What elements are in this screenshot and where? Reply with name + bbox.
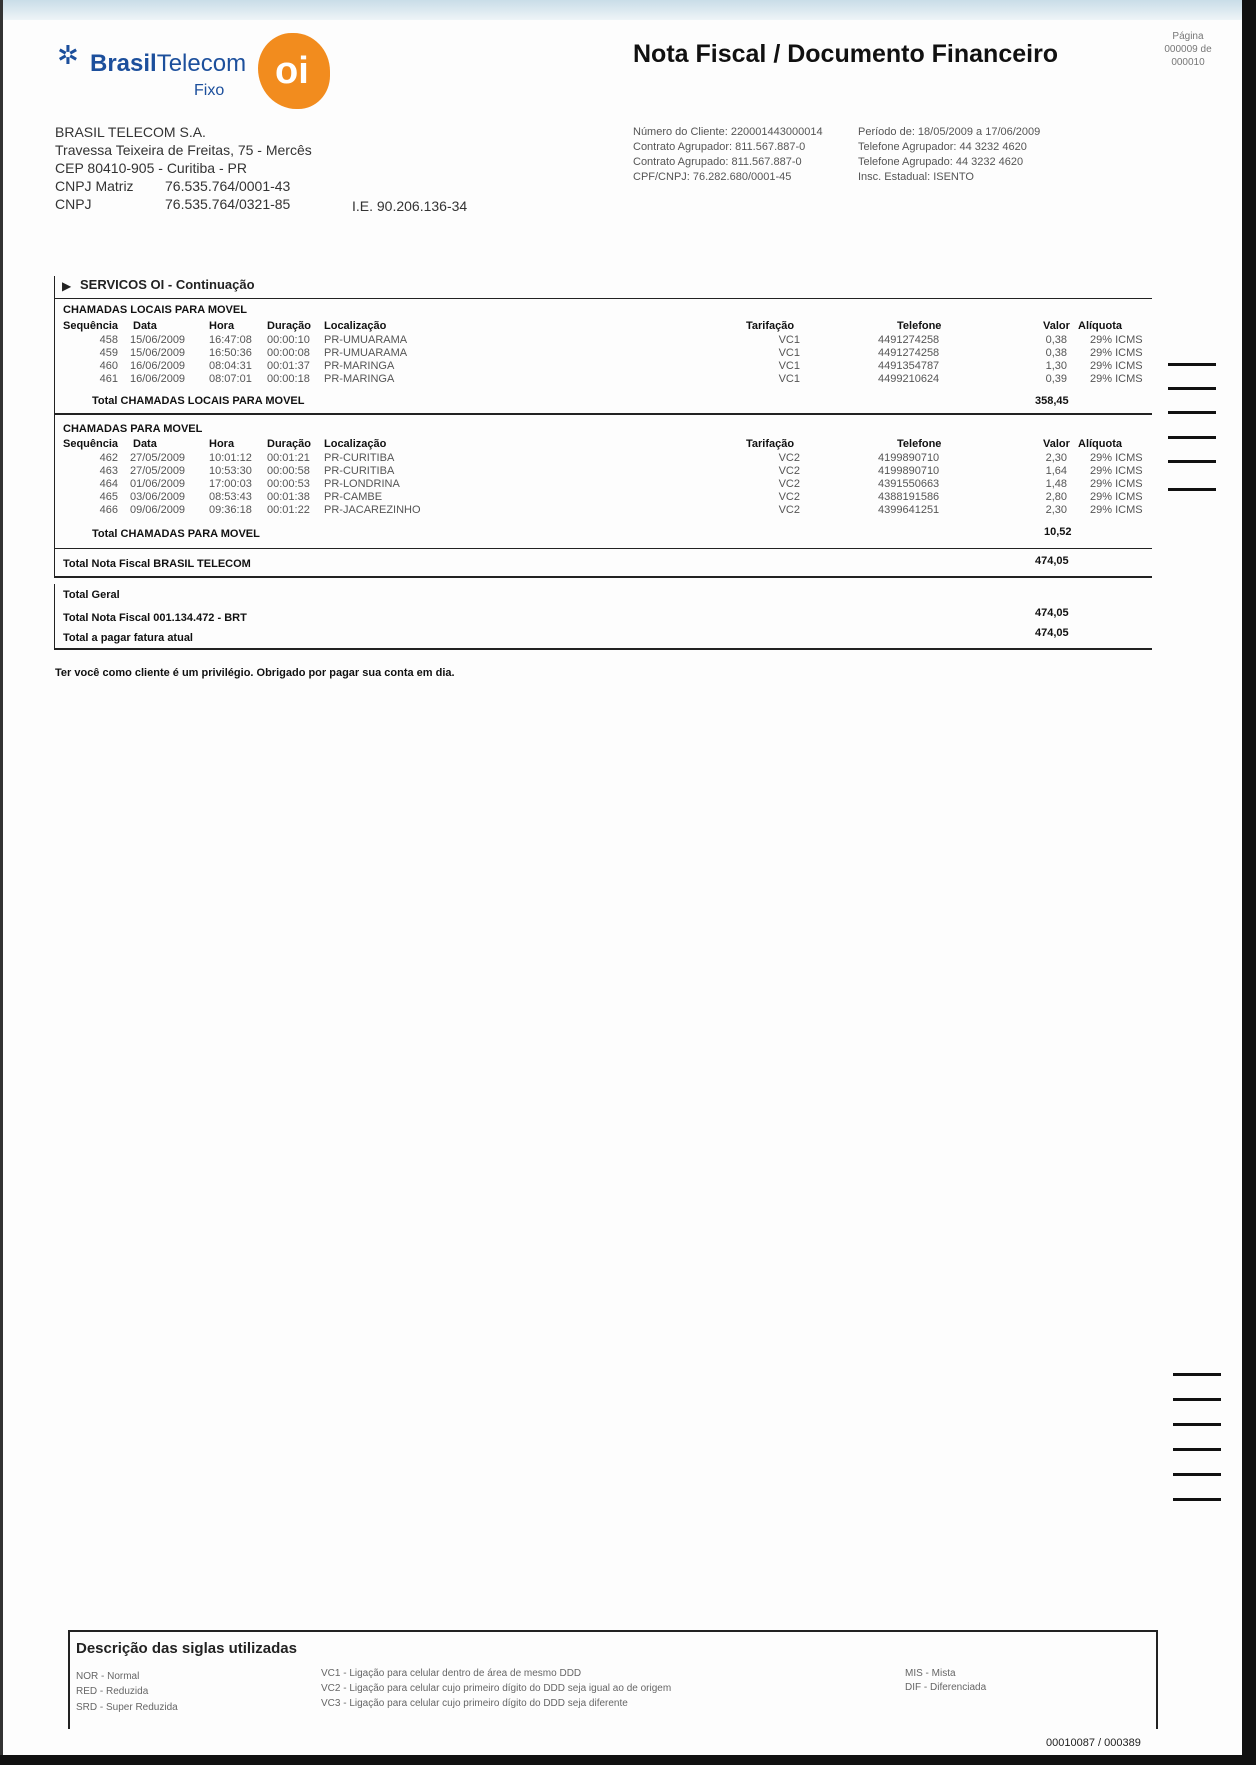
- table-row: [0, 465, 1256, 478]
- cell-dur: 00:00:53: [267, 478, 310, 490]
- col-valor: Valor: [1043, 320, 1070, 332]
- cell-aliq: 29% ICMS: [1090, 452, 1143, 464]
- page-total: 000010: [1171, 57, 1205, 68]
- col-seq: Sequência: [63, 438, 119, 450]
- cell-valor: 2,30: [1045, 504, 1067, 516]
- legend-title: Descrição das siglas utilizadas: [76, 1640, 297, 1657]
- registration-mark: [1168, 436, 1216, 439]
- legend-vc1: VC1 - Ligação para celular dentro de área de mesmo DDD: [321, 1668, 582, 1679]
- registration-mark: [1168, 387, 1216, 390]
- registration-mark: [1168, 363, 1216, 366]
- cell-loc: PR-LONDRINA: [324, 478, 400, 490]
- cell-hora: 17:00:03: [209, 478, 252, 490]
- table-row: [0, 491, 1256, 504]
- cell-aliq: 29% ICMS: [1090, 360, 1143, 372]
- registration-mark: [1173, 1498, 1221, 1501]
- cell-data: 15/06/2009: [130, 334, 186, 346]
- legend-vc3: VC3 - Ligação para celular cujo primeiro dígito do DDD seja diferente: [321, 1698, 628, 1709]
- total-pagar-label: Total a pagar fatura atual: [63, 632, 193, 644]
- cell-loc: PR-CURITIBA: [324, 452, 395, 464]
- registration-mark: [1168, 411, 1216, 414]
- total-geral-label: Total Geral: [63, 589, 120, 601]
- cell-dur: 00:01:37: [267, 360, 310, 372]
- cnpj-label: CNPJ: [55, 196, 92, 212]
- cell-valor: 0,38: [1045, 347, 1067, 359]
- cell-hora: 08:53:43: [209, 491, 252, 503]
- cell-data: 27/05/2009: [130, 465, 186, 477]
- legend-nor: NOR - Normal: [76, 1671, 140, 1682]
- cell-tar: VC1: [778, 347, 800, 359]
- cell-aliq: 29% ICMS: [1090, 491, 1143, 503]
- page-value: 000009 de: [1164, 44, 1212, 55]
- cell-aliq: 29% ICMS: [1090, 347, 1143, 359]
- contrato-agrupador: Contrato Agrupador: 811.567.887-0: [633, 141, 806, 153]
- legend-dif: DIF - Diferenciada: [905, 1682, 987, 1693]
- cell-aliq: 29% ICMS: [1090, 373, 1143, 385]
- col-hora: Hora: [209, 320, 235, 332]
- cnpj-matriz-label: CNPJ Matriz: [55, 178, 134, 194]
- registration-mark: [1173, 1398, 1221, 1401]
- table-row: [0, 347, 1256, 360]
- col-data: Data: [133, 438, 157, 450]
- cell-data: 01/06/2009: [130, 478, 186, 490]
- cell-tar: VC2: [778, 491, 800, 503]
- legend-red: RED - Reduzida: [76, 1686, 149, 1697]
- cnpj-value: 76.535.764/0321-85: [165, 196, 291, 212]
- cell-data: 27/05/2009: [130, 452, 186, 464]
- brasil-telecom-logo: BrasilTelecom: [90, 50, 247, 77]
- cell-tel: 4499210624: [878, 373, 940, 385]
- numero-cliente: Número do Cliente: 220001443000014: [633, 126, 823, 138]
- cell-seq: 458: [99, 334, 118, 346]
- cell-tar: VC2: [778, 465, 800, 477]
- cell-loc: PR-MARINGA: [324, 373, 395, 385]
- legend-vc2: VC2 - Ligação para celular cujo primeiro dígito do DDD seja igual ao de origem: [321, 1683, 672, 1694]
- cell-hora: 08:04:31: [209, 360, 252, 372]
- col-telefone: Telefone: [897, 320, 942, 332]
- thanks-message: Ter você como cliente é um privilégio. Obrigado por pagar sua conta em dia.: [55, 667, 455, 679]
- group1-total-value: 358,45: [1035, 395, 1069, 407]
- col-localizacao: Localização: [324, 438, 387, 450]
- inscricao-estadual: I.E. 90.206.136-34: [352, 198, 468, 214]
- cell-tel: 4391550663: [878, 478, 940, 490]
- col-seq: Sequência: [63, 320, 119, 332]
- company-address: Travessa Teixeira de Freitas, 75 - Mercês: [55, 142, 312, 158]
- cell-dur: 00:00:10: [267, 334, 310, 346]
- registration-mark: [1173, 1448, 1221, 1451]
- company-name: BRASIL TELECOM S.A.: [55, 124, 206, 140]
- table-row: [0, 360, 1256, 373]
- totals-bottom-rule: [54, 576, 1152, 578]
- cell-loc: PR-CURITIBA: [324, 465, 395, 477]
- total-geral-rule: [54, 648, 1152, 650]
- cell-seq: 464: [99, 478, 118, 490]
- oi-logo-text: oi: [275, 50, 309, 92]
- cell-hora: 16:50:36: [209, 347, 252, 359]
- group1-column-headers: [0, 320, 1256, 334]
- cnpj-matriz-value: 76.535.764/0001-43: [165, 178, 291, 194]
- section-title: SERVICOS OI - Continuação: [80, 277, 255, 292]
- group2-column-headers: [0, 438, 1256, 452]
- footer-code: 00010087 / 000389: [1046, 1737, 1141, 1749]
- insc-estadual: Insc. Estadual: ISENTO: [858, 171, 974, 183]
- group2-total-value: 10,52: [1044, 526, 1072, 538]
- table-row: [0, 478, 1256, 491]
- cell-valor: 1,64: [1045, 465, 1067, 477]
- cell-loc: PR-CAMBE: [324, 491, 383, 503]
- cell-data: 15/06/2009: [130, 347, 186, 359]
- cell-data: 16/06/2009: [130, 373, 186, 385]
- cell-dur: 00:00:58: [267, 465, 310, 477]
- cell-dur: 00:01:21: [267, 452, 310, 464]
- cell-hora: 10:01:12: [209, 452, 252, 464]
- cell-aliq: 29% ICMS: [1090, 504, 1143, 516]
- page-label: Página: [1172, 31, 1204, 42]
- cell-tel: 4199890710: [878, 465, 940, 477]
- table-row: [0, 504, 1256, 517]
- registration-mark: [1173, 1423, 1221, 1426]
- total-nf-number-label: Total Nota Fiscal 001.134.472 - BRT: [63, 612, 247, 624]
- col-tarifacao: Tarifação: [746, 438, 795, 450]
- cell-data: 09/06/2009: [130, 504, 186, 516]
- registration-mark: [1173, 1373, 1221, 1376]
- cell-dur: 00:00:08: [267, 347, 310, 359]
- cell-seq: 466: [99, 504, 118, 516]
- cell-seq: 463: [99, 465, 118, 477]
- cell-tar: VC1: [778, 334, 800, 346]
- cell-tar: VC1: [778, 373, 800, 385]
- cell-tel: 4199890710: [878, 452, 940, 464]
- col-hora: Hora: [209, 438, 235, 450]
- cell-seq: 460: [99, 360, 118, 372]
- cell-data: 03/06/2009: [130, 491, 186, 503]
- cell-hora: 08:07:01: [209, 373, 252, 385]
- totals-top-rule: [54, 548, 1152, 549]
- cell-aliq: 29% ICMS: [1090, 465, 1143, 477]
- page-info: [1158, 30, 1218, 69]
- cell-loc: PR-UMUARAMA: [324, 347, 408, 359]
- cell-dur: 00:00:18: [267, 373, 310, 385]
- contrato-agrupado: Contrato Agrupado: 811.567.887-0: [633, 156, 802, 168]
- cpf-cnpj: CPF/CNPJ: 76.282.680/0001-45: [633, 171, 792, 183]
- company-cep: CEP 80410-905 - Curitiba - PR: [55, 160, 247, 176]
- cell-dur: 00:01:22: [267, 504, 310, 516]
- total-nota-fiscal-label: Total Nota Fiscal BRASIL TELECOM: [63, 558, 251, 570]
- cell-tar: VC1: [778, 360, 800, 372]
- cell-data: 16/06/2009: [130, 360, 186, 372]
- group2-total-label: Total CHAMADAS PARA MOVEL: [92, 528, 260, 540]
- section-title-rule: [54, 298, 1152, 299]
- col-aliquota: Alíquota: [1078, 438, 1122, 450]
- group1-total-label: Total CHAMADAS LOCAIS PARA MOVEL: [92, 395, 305, 407]
- telefone-agrupador: Telefone Agrupador: 44 3232 4620: [858, 141, 1027, 153]
- group2-title: CHAMADAS PARA MOVEL: [63, 423, 203, 435]
- col-localizacao: Localização: [324, 320, 387, 332]
- cell-seq: 461: [99, 373, 118, 385]
- cell-valor: 2,30: [1045, 452, 1067, 464]
- total-geral-left-rule: [54, 584, 55, 648]
- col-duracao: Duração: [267, 438, 312, 450]
- cell-aliq: 29% ICMS: [1090, 334, 1143, 346]
- cell-valor: 1,48: [1045, 478, 1067, 490]
- cell-valor: 2,80: [1045, 491, 1067, 503]
- col-telefone: Telefone: [897, 438, 942, 450]
- cell-loc: PR-UMUARAMA: [324, 334, 408, 346]
- cell-tel: 4388191586: [878, 491, 940, 503]
- cell-seq: 459: [99, 347, 118, 359]
- group1-divider: [54, 413, 1152, 415]
- total-nf-number-value: 474,05: [1035, 607, 1069, 619]
- registration-mark: [1173, 1473, 1221, 1476]
- cell-tel: 4491354787: [878, 360, 940, 372]
- total-nota-fiscal-value: 474,05: [1035, 555, 1069, 567]
- cell-loc: PR-JACAREZINHO: [324, 504, 421, 516]
- cell-hora: 10:53:30: [209, 465, 252, 477]
- cell-valor: 0,39: [1045, 373, 1067, 385]
- cell-tar: VC2: [778, 504, 800, 516]
- cell-hora: 09:36:18: [209, 504, 252, 516]
- cell-seq: 465: [99, 491, 118, 503]
- cell-loc: PR-MARINGA: [324, 360, 395, 372]
- legend-mis: MIS - Mista: [905, 1668, 956, 1679]
- cell-tar: VC2: [778, 452, 800, 464]
- table-row: [0, 452, 1256, 465]
- cell-valor: 0,38: [1045, 334, 1067, 346]
- cell-seq: 462: [99, 452, 118, 464]
- brasil-telecom-bird-icon: ✲: [57, 41, 79, 71]
- col-tarifacao: Tarifação: [746, 320, 795, 332]
- registration-mark: [1168, 488, 1216, 491]
- col-aliquota: Alíquota: [1078, 320, 1122, 332]
- periodo: Período de: 18/05/2009 a 17/06/2009: [858, 126, 1041, 138]
- col-data: Data: [133, 320, 157, 332]
- scan-edge-top: [0, 0, 1256, 20]
- section-arrow-icon: ▶: [62, 279, 72, 293]
- registration-mark: [1168, 460, 1216, 463]
- cell-valor: 1,30: [1045, 360, 1067, 372]
- brasil-telecom-logo-sub: Fixo: [194, 82, 225, 99]
- cell-tar: VC2: [778, 478, 800, 490]
- table-row: [0, 373, 1256, 386]
- total-pagar-value: 474,05: [1035, 627, 1069, 639]
- cell-dur: 00:01:38: [267, 491, 310, 503]
- group1-title: CHAMADAS LOCAIS PARA MOVEL: [63, 304, 247, 316]
- scan-edge-right: [1242, 0, 1256, 1765]
- scan-edge-left: [0, 0, 3, 1765]
- cell-tel: 4491274258: [878, 334, 940, 346]
- cell-tel: 4491274258: [878, 347, 940, 359]
- scan-edge-bottom: [0, 1755, 1256, 1765]
- telefone-agrupado: Telefone Agrupado: 44 3232 4620: [858, 156, 1024, 168]
- table-row: [0, 334, 1256, 347]
- cell-aliq: 29% ICMS: [1090, 478, 1143, 490]
- col-duracao: Duração: [267, 320, 312, 332]
- document-title: Nota Fiscal / Documento Financeiro: [633, 40, 1059, 68]
- col-valor: Valor: [1043, 438, 1070, 450]
- cell-hora: 16:47:08: [209, 334, 252, 346]
- legend-srd: SRD - Super Reduzida: [76, 1702, 178, 1713]
- cell-tel: 4399641251: [878, 504, 940, 516]
